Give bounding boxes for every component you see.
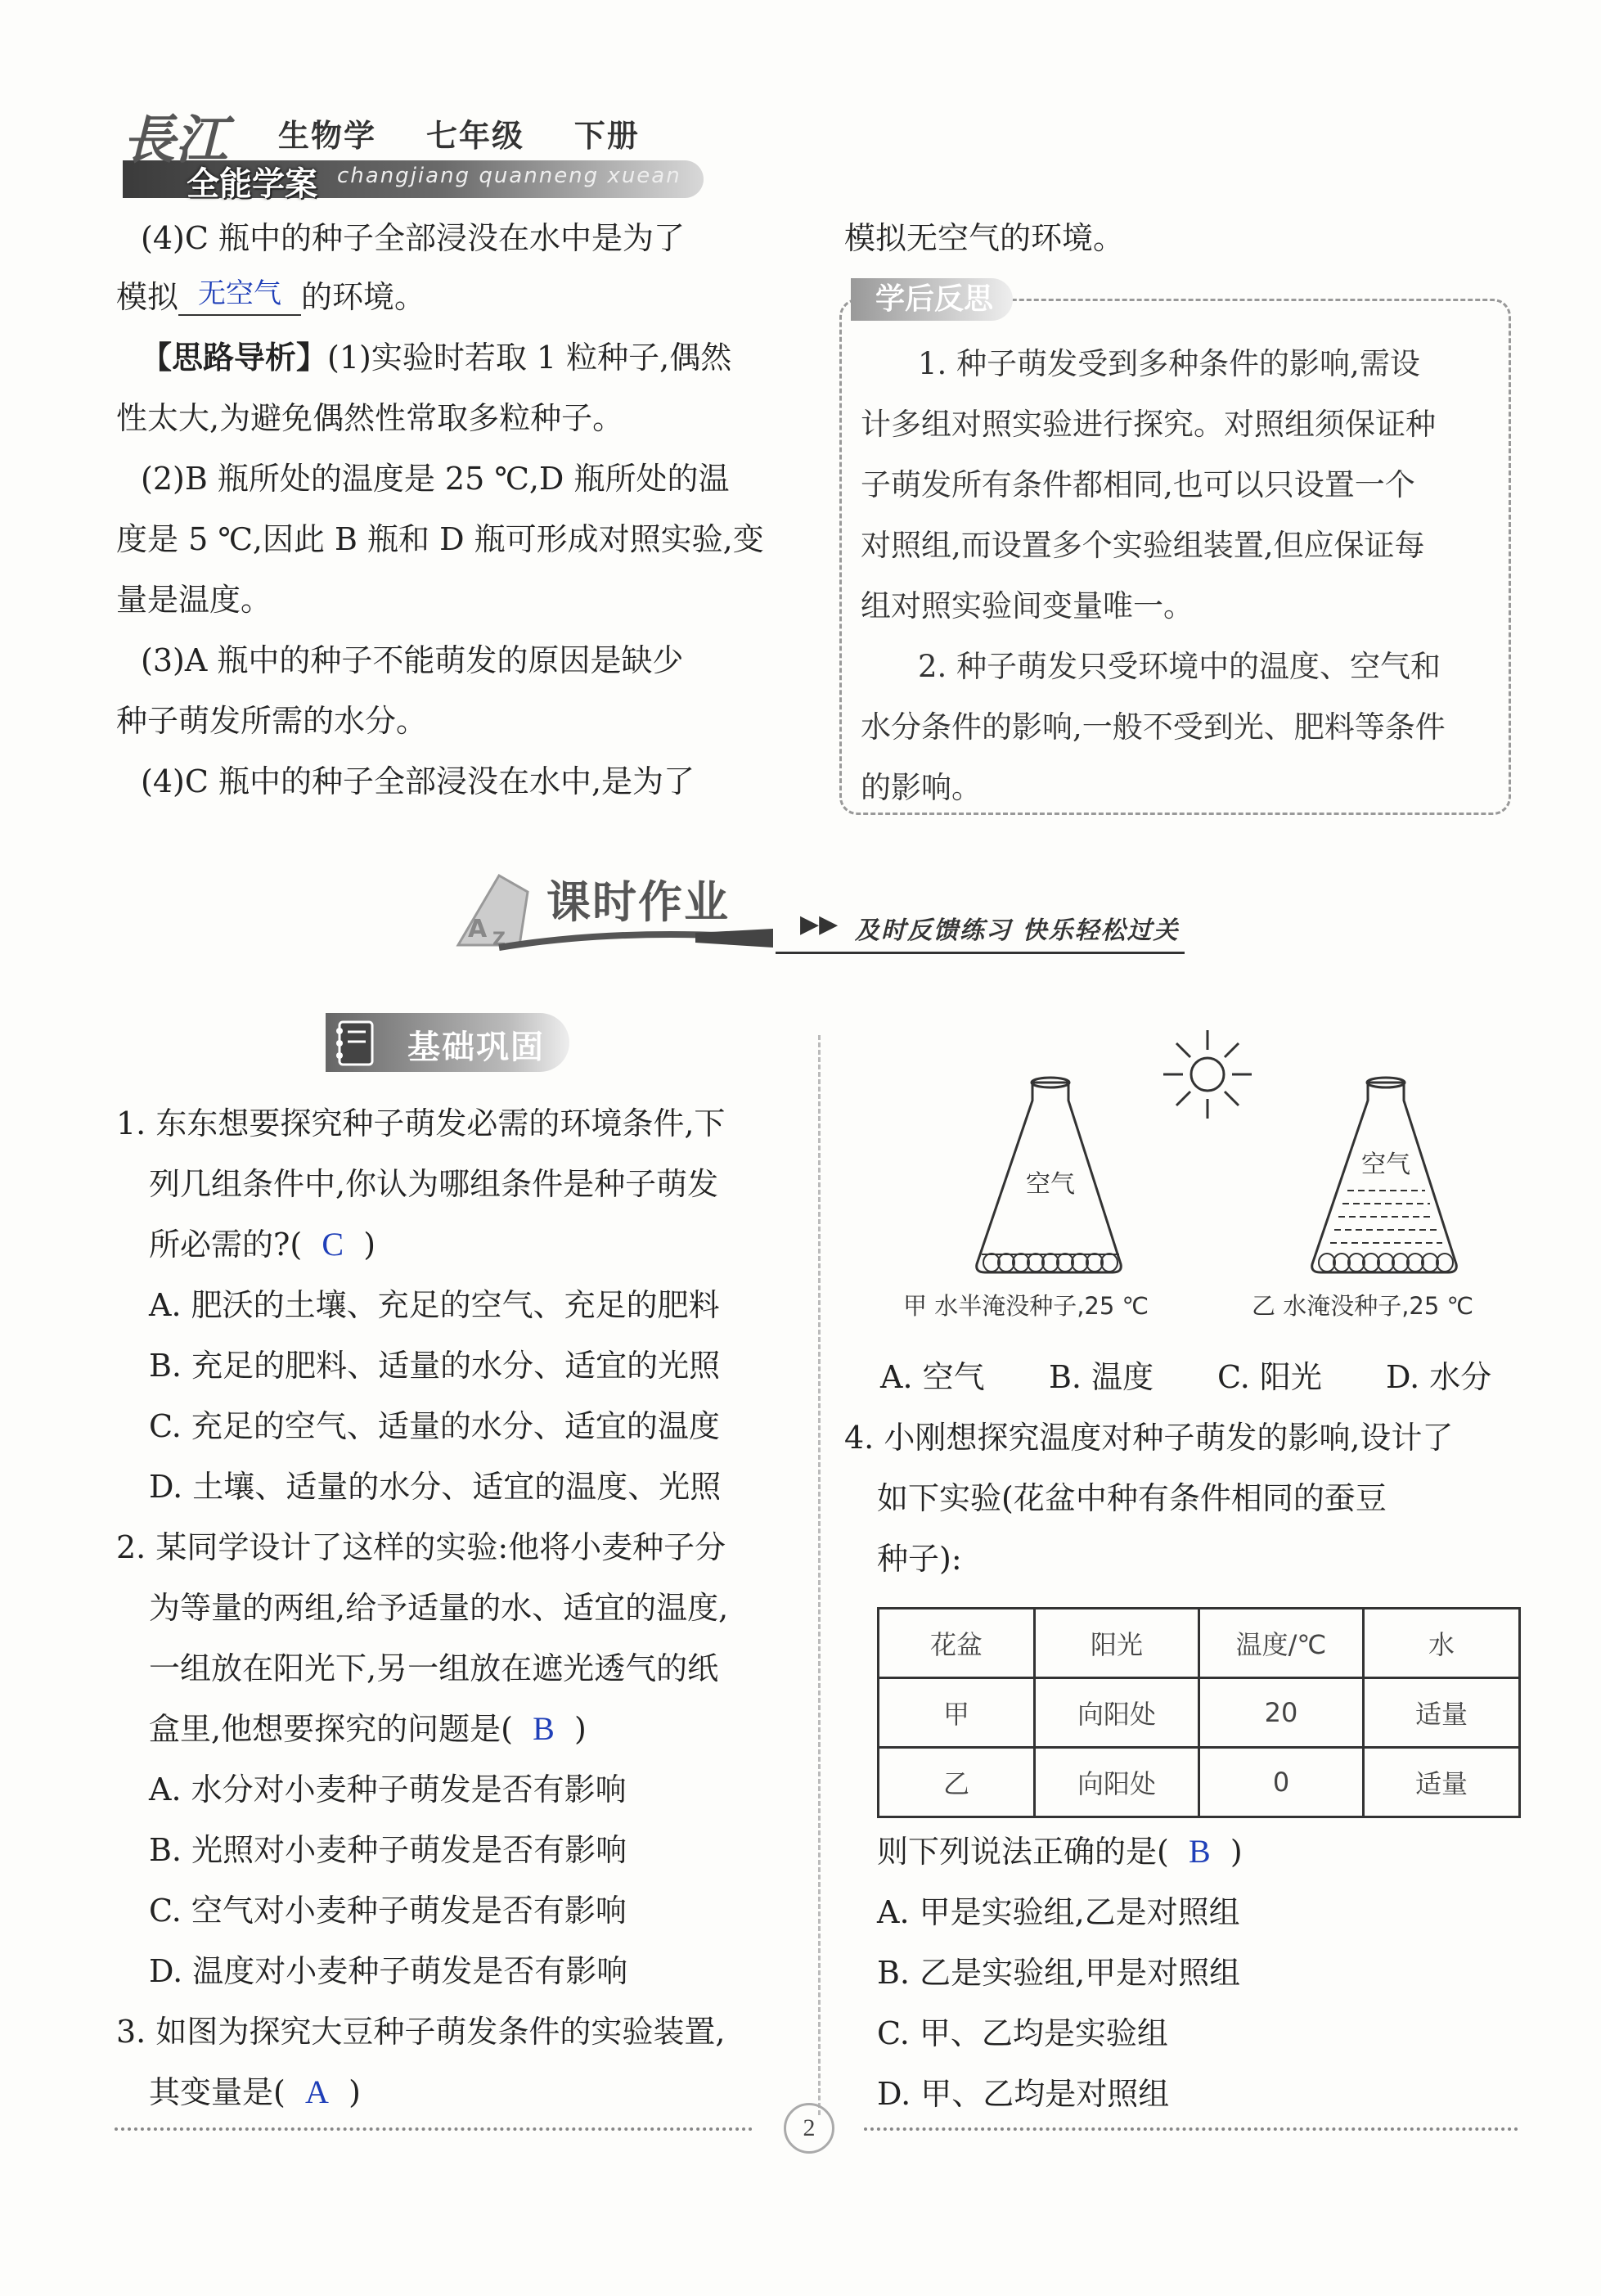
q2-stem-text: 盒里,他想要探究的问题是( <box>149 1711 513 1747</box>
answer-mark: C <box>322 1226 344 1263</box>
q4-line2-suffix: 的环境。 <box>301 279 426 315</box>
analysis-line: 度是 5 ℃,因此 B 瓶和 D 瓶可形成对照实验,变 <box>116 521 764 557</box>
answer-mark: B <box>533 1710 555 1747</box>
caption-yi: 乙 水淹没种子,25 ℃ <box>1252 1292 1474 1320</box>
table-header: 水 <box>1364 1609 1520 1678</box>
reflection-line: 水分条件的影响,一般不受到光、肥料等条件 <box>861 709 1446 745</box>
logo: 長江 <box>123 110 227 171</box>
q4-option: B. 乙是实验组,甲是对照组 <box>877 1955 1241 1991</box>
reflection-line: 的影响。 <box>861 770 982 805</box>
arrow-icon: ▶▶ <box>800 910 839 939</box>
table-cell: 乙 <box>879 1748 1035 1817</box>
q3-experiment-figure <box>924 1019 1481 1289</box>
q2-stem-line: 为等量的两组,给予适量的水、适宜的温度, <box>149 1590 729 1626</box>
logo-subtitle: 全能学案 <box>187 165 317 203</box>
book-title <box>278 110 640 155</box>
table-header: 阳光 <box>1035 1609 1199 1678</box>
table-cell: 20 <box>1199 1678 1364 1748</box>
fill-blank <box>178 272 301 316</box>
homework-title: 课时作业 <box>546 876 730 928</box>
reflection-line: 2. 种子萌发只受环境中的温度、空气和 <box>918 649 1441 684</box>
q1-stem-line <box>149 1214 376 1275</box>
q4-answer-line2 <box>116 267 425 327</box>
table-cell: 适量 <box>1364 1748 1520 1817</box>
q3-option: C. 阳光 <box>1217 1359 1322 1395</box>
q2-option: B. 光照对小麦种子萌发是否有影响 <box>149 1832 627 1868</box>
analysis-line: (4)C 瓶中的种子全部浸没在水中,是为了 <box>141 763 695 799</box>
q4-stem-line: 种子): <box>877 1541 962 1577</box>
handwritten-answer: 无空气 <box>198 277 282 310</box>
notebook-icon <box>331 1019 380 1068</box>
q1-option: B. 充足的肥料、适量的水分、适宜的光照 <box>149 1348 721 1384</box>
reflection-title: 学后反思 <box>851 278 1013 321</box>
footer-rule-left <box>115 2127 753 2131</box>
caption-jia: 甲 水半淹没种子,25 ℃ <box>903 1292 1149 1320</box>
q3-stem-text: 其变量是( <box>149 2074 286 2110</box>
table-cell: 向阳处 <box>1035 1678 1199 1748</box>
paren-close: ) <box>349 2074 361 2110</box>
svg-text:Z: Z <box>492 930 506 950</box>
analysis-line <box>141 327 731 388</box>
q1-option: A. 肥沃的土壤、充足的空气、充足的肥料 <box>149 1287 720 1323</box>
reflection-line: 计多组对照实验进行探究。对照组须保证种 <box>861 407 1436 442</box>
footer-rule-right <box>864 2127 1518 2131</box>
table-cell: 0 <box>1199 1748 1364 1817</box>
q4-question <box>877 1821 1243 1882</box>
table-cell: 适量 <box>1364 1678 1520 1748</box>
q1-stem-line: 1. 东东想要探究种子萌发必需的环境条件,下 <box>116 1105 726 1141</box>
q2-stem-line: 一组放在阳光下,另一组放在遮光透气的纸 <box>149 1650 719 1686</box>
header-pinyin: changjiang quanneng xuean <box>337 164 681 188</box>
subject: 生物学 <box>278 118 377 154</box>
table-header: 温度/℃ <box>1199 1609 1364 1678</box>
analysis-line: (3)A 瓶中的种子不能萌发的原因是缺少 <box>141 642 684 678</box>
flask-yi <box>1312 1078 1457 1272</box>
analysis-line: 性太大,为避免偶然性常取多粒种子。 <box>116 400 624 436</box>
q3-stem-line <box>149 2062 361 2123</box>
reflection-line: 子萌发所有条件都相同,也可以只设置一个 <box>861 467 1415 502</box>
answer-mark: A <box>305 2073 329 2110</box>
homework-slogan: 及时反馈练习 快乐轻松过关 <box>855 916 1180 945</box>
q4-stem-line: 4. 小刚想探究温度对种子萌发的影响,设计了 <box>844 1420 1454 1456</box>
analysis-line: 量是温度。 <box>116 582 272 618</box>
answer-mark: B <box>1189 1833 1211 1870</box>
continuation-line: 模拟无空气的环境。 <box>844 220 1125 256</box>
reflection-line: 对照组,而设置多个实验组装置,但应保证每 <box>861 528 1425 563</box>
table-cell: 向阳处 <box>1035 1748 1199 1817</box>
q2-option: C. 空气对小麦种子萌发是否有影响 <box>149 1893 627 1929</box>
table-cell: 甲 <box>879 1678 1035 1748</box>
q1-stem-line: 列几组条件中,你认为哪组条件是种子萌发 <box>149 1166 719 1202</box>
q4-data-table <box>877 1607 1521 1818</box>
q2-option: D. 温度对小麦种子萌发是否有影响 <box>149 1953 628 1989</box>
page-number: 2 <box>784 2103 834 2154</box>
q1-option: C. 充足的空气、适量的水分、适宜的温度 <box>149 1408 720 1444</box>
q1-stem-text: 所必需的?( <box>149 1227 303 1263</box>
q2-stem-line: 2. 某同学设计了这样的实验:他将小麦种子分 <box>116 1529 726 1565</box>
q4-line2-prefix: 模拟 <box>116 279 179 315</box>
analysis-line: (2)B 瓶所处的温度是 25 ℃,D 瓶所处的温 <box>141 461 730 497</box>
sun-icon <box>1163 1030 1252 1119</box>
q1-option: D. 土壤、适量的水分、适宜的温度、光照 <box>149 1469 722 1505</box>
paren-close: ) <box>363 1227 376 1263</box>
q3-option: D. 水分 <box>1386 1359 1492 1395</box>
analysis-label: 【思路导析】 <box>141 340 328 376</box>
table-row <box>879 1678 1520 1748</box>
table-header-row <box>879 1609 1520 1678</box>
q3-option: A. 空气 <box>880 1359 985 1395</box>
volume: 下册 <box>573 118 640 154</box>
reflection-line: 1. 种子萌发受到多种条件的影响,需设 <box>918 346 1420 381</box>
reflection-line: 组对照实验间变量唯一。 <box>861 588 1194 624</box>
q4-option: A. 甲是实验组,乙是对照组 <box>877 1894 1240 1930</box>
flask-jia <box>977 1078 1122 1272</box>
q4-stem-line: 如下实验(花盆中种有条件相同的蚕豆 <box>877 1480 1387 1516</box>
flask-yi-label: 空气 <box>1361 1150 1410 1179</box>
svg-text:A: A <box>468 915 488 943</box>
divider <box>776 952 1185 954</box>
q3-stem-line: 3. 如图为探究大豆种子萌发条件的实验装置, <box>116 2014 726 2050</box>
q3-option: B. 温度 <box>1049 1359 1154 1395</box>
flask-jia-label: 空气 <box>1026 1170 1075 1199</box>
table-row <box>879 1748 1520 1817</box>
section-title: 基础巩固 <box>407 1029 545 1066</box>
q2-stem-line <box>149 1699 587 1759</box>
paren-close: ) <box>1230 1834 1243 1870</box>
table-header: 花盆 <box>879 1609 1035 1678</box>
q4-stem-text: 则下列说法正确的是( <box>877 1834 1169 1870</box>
paren-close: ) <box>573 1711 587 1747</box>
grade: 七年级 <box>425 118 524 154</box>
q2-option: A. 水分对小麦种子萌发是否有影响 <box>149 1772 627 1808</box>
q4-answer-line1: (4)C 瓶中的种子全部浸没在水中是为了 <box>141 220 685 256</box>
analysis-line: 种子萌发所需的水分。 <box>116 703 428 739</box>
analysis-text: (1)实验时若取 1 粒种子,偶然 <box>327 340 732 376</box>
q4-option: D. 甲、乙均是对照组 <box>877 2076 1170 2112</box>
column-divider <box>818 1035 821 2115</box>
q4-option: C. 甲、乙均是实验组 <box>877 2015 1168 2051</box>
